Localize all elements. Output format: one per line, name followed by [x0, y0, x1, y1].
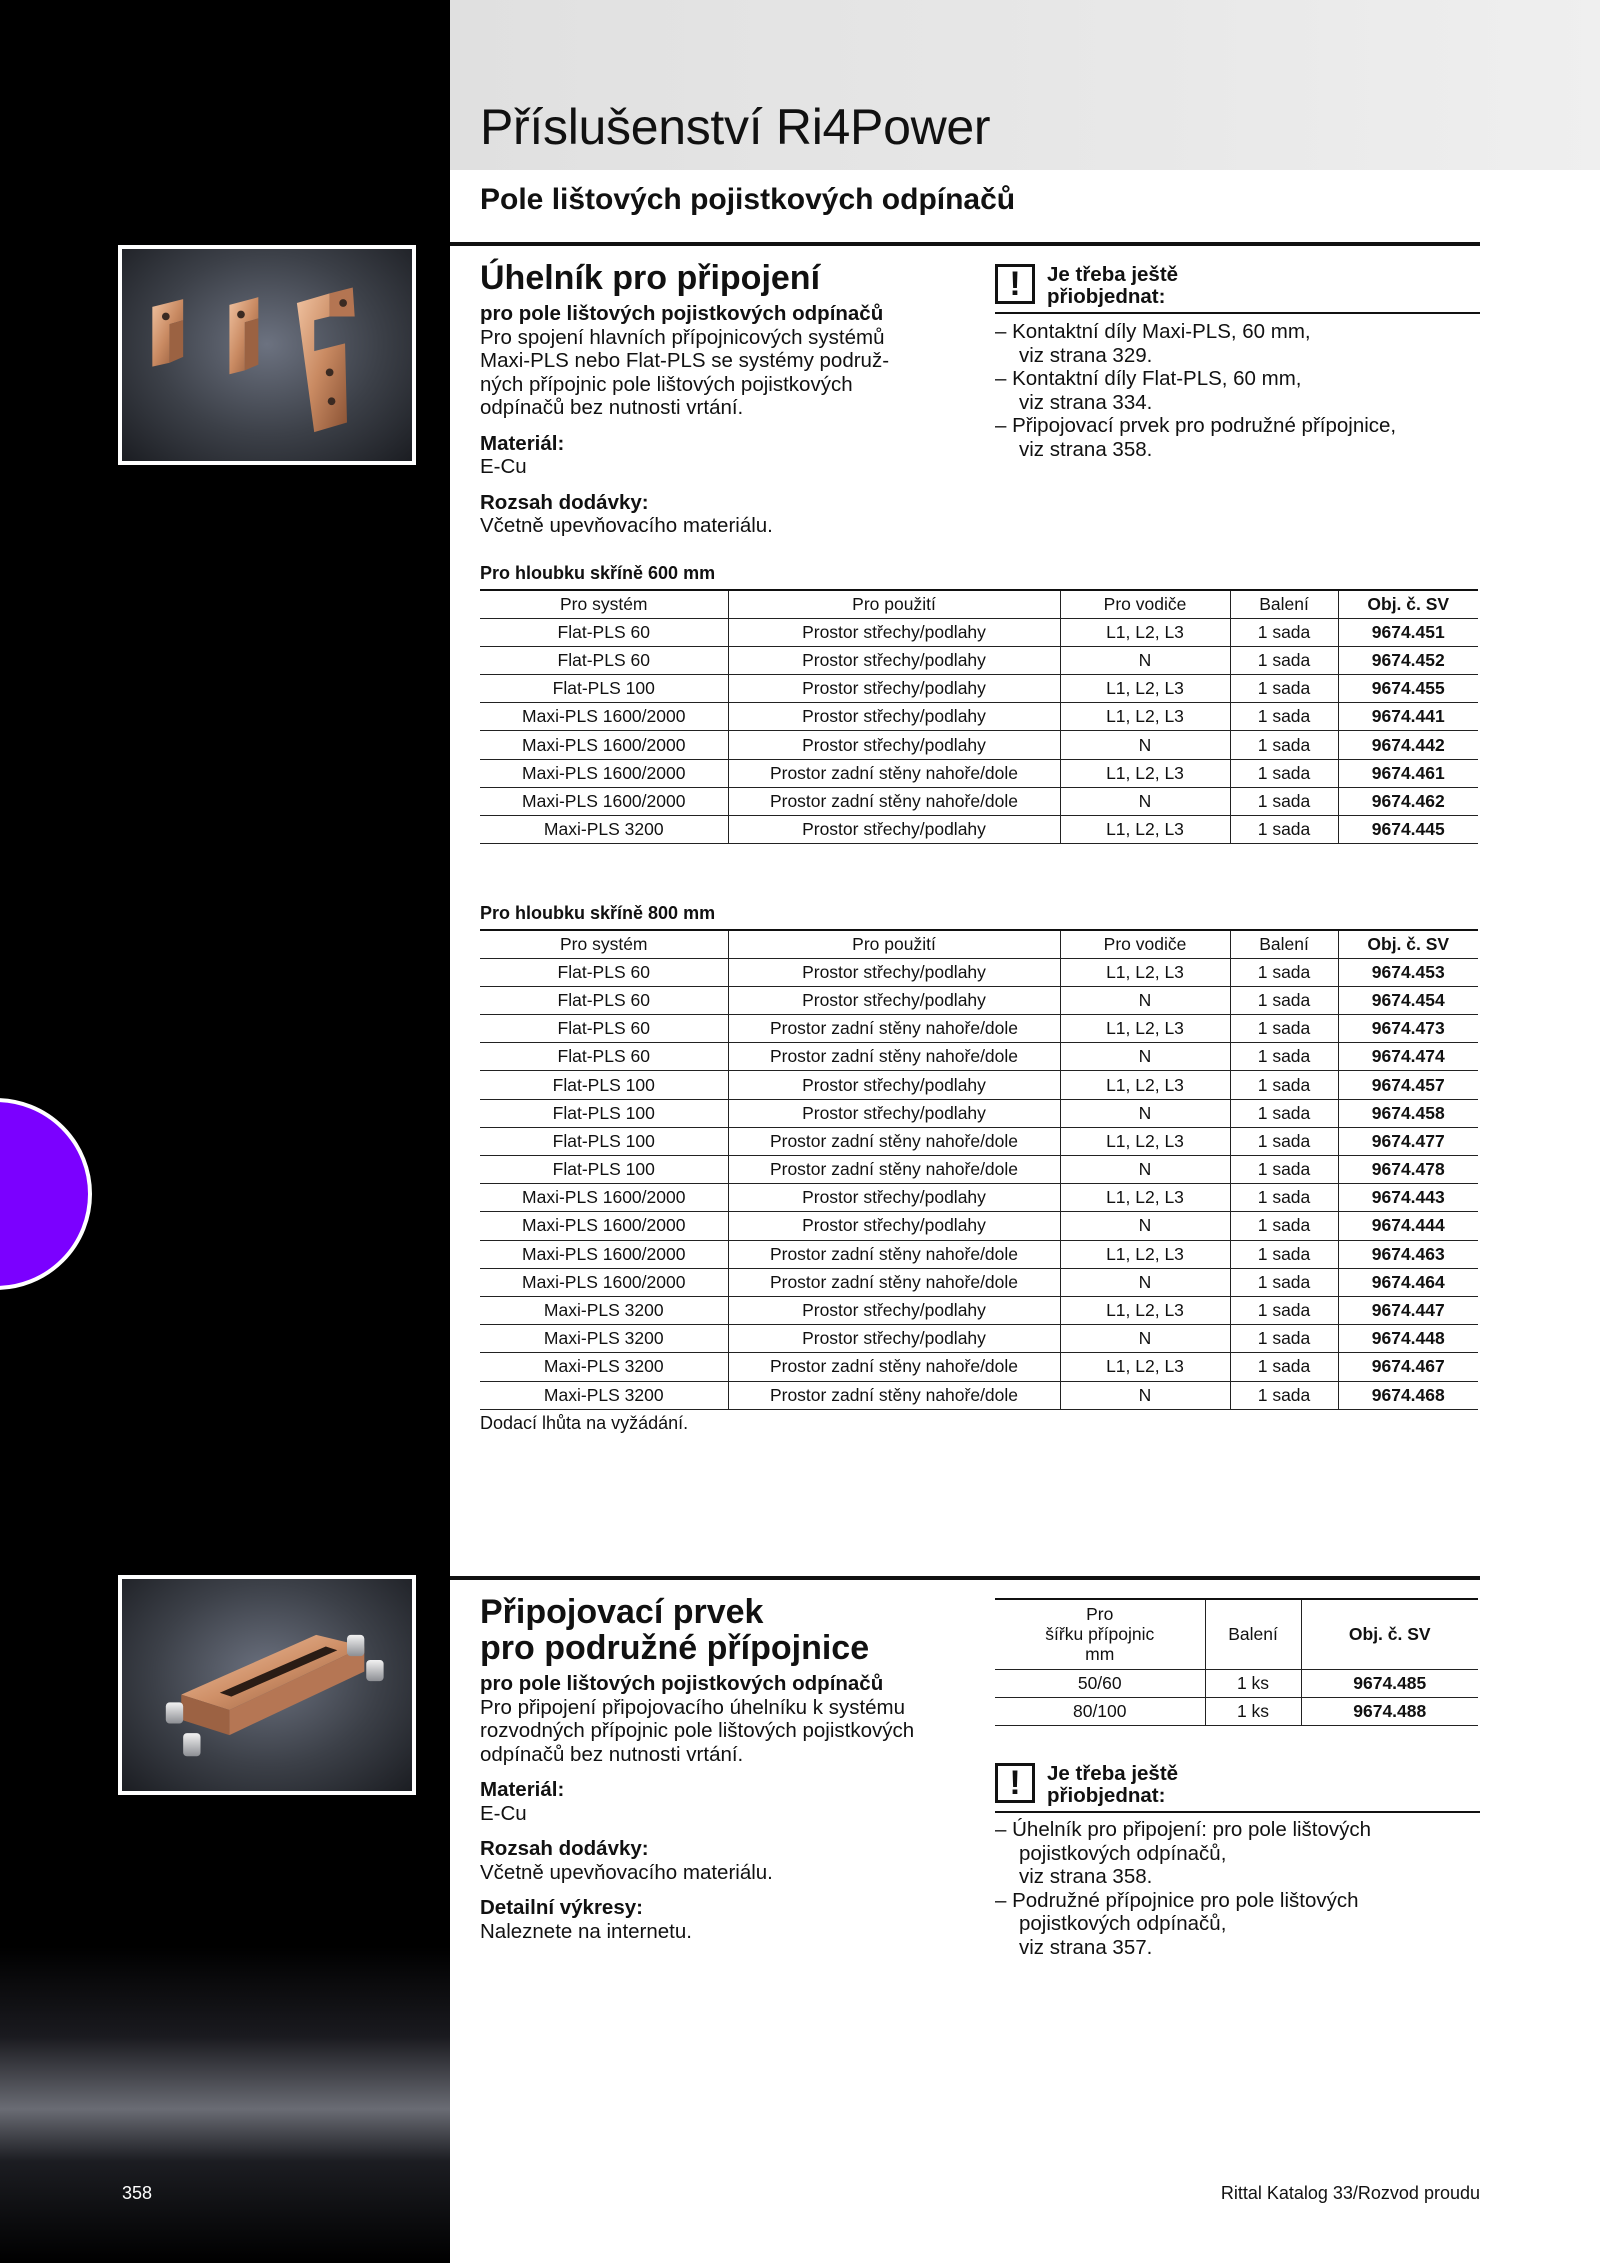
- table-cell: Flat-PLS 60: [480, 618, 728, 646]
- section2-intro-line: odpínačů bez nutnosti vrtání.: [480, 1742, 744, 1766]
- table-row: [480, 1240, 1478, 1268]
- table-cell: Prostor střechy/podlahy: [728, 816, 1060, 844]
- page-number: 358: [122, 2183, 153, 2203]
- section2-order-note-header: [995, 1763, 1178, 1807]
- table-cell: 9674.458: [1338, 1099, 1478, 1127]
- table-cell: L1, L2, L3: [1060, 703, 1230, 731]
- table-row: [480, 1325, 1478, 1353]
- table-cell: N: [1060, 731, 1230, 759]
- column-header-packaging: Balení: [1205, 1599, 1301, 1669]
- delivery-label: Rozsah dodávky:: [480, 490, 649, 514]
- table-header-row: [480, 930, 1478, 958]
- table-cell: Prostor zadní stěny nahoře/dole: [728, 759, 1060, 787]
- table-cell: Maxi-PLS 1600/2000: [480, 1240, 728, 1268]
- table-row: [995, 1669, 1478, 1697]
- table-row: [480, 787, 1478, 815]
- table-cell: 9674.467: [1338, 1353, 1478, 1381]
- table-cell: Flat-PLS 60: [480, 1043, 728, 1071]
- note-item: – Podružné přípojnice pro pole lištových pojistkových odpínačů, viz strana 357.: [995, 1888, 1359, 1959]
- table600-caption: Pro hloubku skříně 600 mm: [480, 563, 716, 583]
- table-cell: L1, L2, L3: [1060, 1015, 1230, 1043]
- section2-heading-line1: Připojovací prvek: [480, 1593, 764, 1631]
- section2-intro-bold: pro pole lištových pojistkových odpínačů: [480, 1672, 884, 1695]
- material-label: Materiál:: [480, 431, 565, 455]
- table-cell: 9674.461: [1338, 759, 1478, 787]
- table-cell: 1 sada: [1230, 646, 1338, 674]
- table-cell: 1 sada: [1230, 1099, 1338, 1127]
- table-row: [480, 1156, 1478, 1184]
- table-row: [480, 618, 1478, 646]
- column-header-order-number: Obj. č. SV: [1301, 1599, 1478, 1669]
- table800-caption: Pro hloubku skříně 800 mm: [480, 903, 716, 923]
- table-cell: Prostor střechy/podlahy: [728, 1296, 1060, 1324]
- section2-order-note-list: [995, 1818, 1480, 1959]
- copper-bracket-image: [122, 249, 412, 461]
- column-header: Pro systém: [480, 590, 728, 618]
- column-header: Balení: [1230, 930, 1338, 958]
- table-cell: 1 ks: [1205, 1669, 1301, 1697]
- table-row: [480, 1043, 1478, 1071]
- table-cell: Prostor střechy/podlahy: [728, 1071, 1060, 1099]
- table-cell: L1, L2, L3: [1060, 675, 1230, 703]
- exclamation-icon: !: [995, 1763, 1035, 1803]
- column-header: Pro vodiče: [1060, 930, 1230, 958]
- table-cell: 1 sada: [1230, 958, 1338, 986]
- table-cell: 1 sada: [1230, 1043, 1338, 1071]
- table-cell: 9674.485: [1301, 1669, 1478, 1697]
- note-rule: [995, 1811, 1480, 1813]
- table-cell: 50/60: [995, 1669, 1205, 1697]
- table-cell: N: [1060, 1325, 1230, 1353]
- table-cell: 1 sada: [1230, 986, 1338, 1014]
- table-cell: Maxi-PLS 1600/2000: [480, 1268, 728, 1296]
- table-cell: 9674.443: [1338, 1184, 1478, 1212]
- table-cell: 1 sada: [1230, 787, 1338, 815]
- table-cell: 9674.451: [1338, 618, 1478, 646]
- column-header: Pro systém: [480, 930, 728, 958]
- table-row: [480, 1296, 1478, 1324]
- table-depth-600: [480, 589, 1478, 844]
- table-row: [480, 675, 1478, 703]
- table-row: [480, 1099, 1478, 1127]
- table-row: [480, 1212, 1478, 1240]
- table-cell: 1 sada: [1230, 1296, 1338, 1324]
- table-cell: Prostor zadní stěny nahoře/dole: [728, 1240, 1060, 1268]
- table-cell: N: [1060, 1043, 1230, 1071]
- column-header: Pro vodiče: [1060, 590, 1230, 618]
- table-cell: 9674.462: [1338, 787, 1478, 815]
- table-cell: 9674.477: [1338, 1127, 1478, 1155]
- table-cell: Flat-PLS 100: [480, 1099, 728, 1127]
- section1-top-rule: [450, 242, 1480, 246]
- delivery-value: Včetně upevňovacího materiálu.: [480, 1860, 773, 1884]
- table-cell: Maxi-PLS 1600/2000: [480, 731, 728, 759]
- table-row: [480, 1127, 1478, 1155]
- section1-order-note-header: [995, 264, 1178, 308]
- table-depth-800: [480, 929, 1478, 1410]
- delivery-value: Včetně upevňovacího materiálu.: [480, 514, 773, 537]
- table-cell: 9674.455: [1338, 675, 1478, 703]
- table-cell: L1, L2, L3: [1060, 1296, 1230, 1324]
- table-cell: 9674.444: [1338, 1212, 1478, 1240]
- table-cell: Prostor střechy/podlahy: [728, 703, 1060, 731]
- column-header: Balení: [1230, 590, 1338, 618]
- product-photo-connection-bracket: [118, 245, 416, 465]
- table-cell: Maxi-PLS 3200: [480, 816, 728, 844]
- table-cell: 9674.454: [1338, 986, 1478, 1014]
- table-row: [480, 1381, 1478, 1409]
- table-cell: Prostor zadní stěny nahoře/dole: [728, 1043, 1060, 1071]
- table-cell: L1, L2, L3: [1060, 1184, 1230, 1212]
- table-cell: Maxi-PLS 3200: [480, 1325, 728, 1353]
- table-row: [480, 1015, 1478, 1043]
- section2-intro-line: Pro připojení připojovacího úhelníku k systému: [480, 1695, 906, 1719]
- table-cell: Flat-PLS 60: [480, 1015, 728, 1043]
- table-cell: Prostor zadní stěny nahoře/dole: [728, 1127, 1060, 1155]
- table-row: [480, 958, 1478, 986]
- note-title: Je třeba ještě: [1047, 1762, 1179, 1785]
- table-cell: N: [1060, 1268, 1230, 1296]
- section1-intro-line: Pro spojení hlavních přípojnicových systémů: [480, 325, 885, 349]
- table-cell: Flat-PLS 100: [480, 675, 728, 703]
- table-cell: L1, L2, L3: [1060, 1240, 1230, 1268]
- table-row: [480, 1071, 1478, 1099]
- table-row: [480, 816, 1478, 844]
- table-cell: N: [1060, 1099, 1230, 1127]
- table-cell: 9674.478: [1338, 1156, 1478, 1184]
- section2-heading-line2: pro podružné přípojnice: [480, 1629, 870, 1667]
- note-rule: [995, 312, 1480, 314]
- table-cell: L1, L2, L3: [1060, 816, 1230, 844]
- section1-intro-bold: pro pole lištových pojistkových odpínačů: [480, 302, 884, 325]
- section1-description: [480, 260, 950, 538]
- table-cell: 80/100: [995, 1697, 1205, 1725]
- section2-top-rule: [450, 1576, 1480, 1580]
- table-cell: Prostor zadní stěny nahoře/dole: [728, 1268, 1060, 1296]
- drawings-value: Naleznete na internetu.: [480, 1919, 692, 1943]
- section1-intro-line: odpínačů bez nutnosti vrtání.: [480, 396, 744, 419]
- table-cell: Prostor střechy/podlahy: [728, 646, 1060, 674]
- table-row: [480, 731, 1478, 759]
- table-cell: 1 sada: [1230, 618, 1338, 646]
- table-cell: L1, L2, L3: [1060, 1071, 1230, 1099]
- table-header-row: [995, 1599, 1478, 1669]
- table-cell: Maxi-PLS 3200: [480, 1381, 728, 1409]
- note-title: Je třeba ještě: [1047, 263, 1179, 286]
- table-cell: Flat-PLS 100: [480, 1071, 728, 1099]
- table-cell: 1 sada: [1230, 1127, 1338, 1155]
- table-cell: 9674.441: [1338, 703, 1478, 731]
- table-cell: Flat-PLS 100: [480, 1156, 728, 1184]
- table-cell: 9674.468: [1338, 1381, 1478, 1409]
- section1-intro-line: ných přípojnic pole lištových pojistkových: [480, 372, 853, 396]
- table-cell: 1 sada: [1230, 1381, 1338, 1409]
- section1-heading: Úhelník pro připojení: [480, 259, 821, 297]
- table-cell: Prostor zadní stěny nahoře/dole: [728, 1353, 1060, 1381]
- table-cell: N: [1060, 1212, 1230, 1240]
- column-header: Obj. č. SV: [1338, 590, 1478, 618]
- table-cell: Prostor zadní stěny nahoře/dole: [728, 787, 1060, 815]
- table-cell: 9674.488: [1301, 1697, 1478, 1725]
- delivery-label: Rozsah dodávky:: [480, 1837, 649, 1860]
- table-cell: Maxi-PLS 1600/2000: [480, 759, 728, 787]
- table-cell: 9674.464: [1338, 1268, 1478, 1296]
- section1-order-note-list: [995, 320, 1480, 461]
- section1-intro-line: Maxi-PLS nebo Flat-PLS se systémy podruž-: [480, 349, 890, 372]
- material-value: E-Cu: [480, 455, 527, 478]
- table-cell: Prostor zadní stěny nahoře/dole: [728, 1015, 1060, 1043]
- table-cell: 9674.457: [1338, 1071, 1478, 1099]
- copper-connector-image: [122, 1579, 412, 1791]
- table-cell: 1 sada: [1230, 1184, 1338, 1212]
- table-cell: L1, L2, L3: [1060, 1127, 1230, 1155]
- table-cell: 1 ks: [1205, 1697, 1301, 1725]
- table-cell: 1 sada: [1230, 816, 1338, 844]
- table-cell: Maxi-PLS 1600/2000: [480, 787, 728, 815]
- table-cell: 1 sada: [1230, 1156, 1338, 1184]
- table-cell: Maxi-PLS 1600/2000: [480, 1184, 728, 1212]
- page-title: Příslušenství Ri4Power: [480, 99, 991, 155]
- table-cell: Prostor střechy/podlahy: [728, 731, 1060, 759]
- table-cell: Prostor střechy/podlahy: [728, 1099, 1060, 1127]
- column-header-width: Pro šířku přípojnic mm: [995, 1599, 1205, 1669]
- table-row: [480, 1353, 1478, 1381]
- table-cell: 1 sada: [1230, 1240, 1338, 1268]
- table-cell: Prostor střechy/podlahy: [728, 1325, 1060, 1353]
- table-cell: L1, L2, L3: [1060, 958, 1230, 986]
- material-label: Materiál:: [480, 1778, 565, 1801]
- table-cell: Maxi-PLS 3200: [480, 1353, 728, 1381]
- table-cell: Flat-PLS 60: [480, 646, 728, 674]
- table-row: [480, 646, 1478, 674]
- table-cell: 1 sada: [1230, 1268, 1338, 1296]
- table-cell: N: [1060, 1381, 1230, 1409]
- table-cell: Prostor střechy/podlahy: [728, 618, 1060, 646]
- section2-description: [480, 1594, 960, 1943]
- column-header: Pro použití: [728, 590, 1060, 618]
- column-header: Obj. č. SV: [1338, 930, 1478, 958]
- table-cell: Flat-PLS 60: [480, 986, 728, 1014]
- table-cell: 9674.448: [1338, 1325, 1478, 1353]
- table-cell: 9674.473: [1338, 1015, 1478, 1043]
- material-value: E-Cu: [480, 1801, 527, 1825]
- table-cell: Prostor střechy/podlahy: [728, 1212, 1060, 1240]
- note-title: přiobjednat:: [1047, 1784, 1166, 1807]
- table-row: [995, 1697, 1478, 1725]
- table-cell: Flat-PLS 60: [480, 958, 728, 986]
- delivery-time-note: Dodací lhůta na vyžádání.: [480, 1413, 689, 1433]
- exclamation-icon: !: [995, 264, 1035, 304]
- table-row: [480, 703, 1478, 731]
- column-header: Pro použití: [728, 930, 1060, 958]
- table-cell: N: [1060, 1156, 1230, 1184]
- table-cell: 9674.453: [1338, 958, 1478, 986]
- table-cell: Maxi-PLS 1600/2000: [480, 1212, 728, 1240]
- table-cell: Prostor střechy/podlahy: [728, 1184, 1060, 1212]
- table-row: [480, 986, 1478, 1014]
- note-item: – Úhelník pro připojení: pro pole lištových pojistkových odpínačů, viz strana 358.: [995, 1818, 1372, 1888]
- table-cell: Prostor zadní stěny nahoře/dole: [728, 1381, 1060, 1409]
- note-item: – Kontaktní díly Flat-PLS, 60 mm, viz strana 334.: [995, 367, 1302, 414]
- table-cell: L1, L2, L3: [1060, 618, 1230, 646]
- table-cell: 1 sada: [1230, 1353, 1338, 1381]
- page-subtitle: Pole lištových pojistkových odpínačů: [480, 183, 1016, 216]
- table-connection-element: [995, 1598, 1478, 1726]
- table-cell: 9674.442: [1338, 731, 1478, 759]
- table-cell: L1, L2, L3: [1060, 759, 1230, 787]
- table-row: [480, 1184, 1478, 1212]
- table-cell: 9674.463: [1338, 1240, 1478, 1268]
- table-cell: N: [1060, 986, 1230, 1014]
- table-cell: 9674.474: [1338, 1043, 1478, 1071]
- table-header-row: [480, 590, 1478, 618]
- table-cell: 1 sada: [1230, 1015, 1338, 1043]
- table-cell: 1 sada: [1230, 1212, 1338, 1240]
- table-cell: N: [1060, 787, 1230, 815]
- note-item: – Připojovací prvek pro podružné přípojnice, viz strana 358.: [995, 414, 1397, 461]
- table-cell: Prostor střechy/podlahy: [728, 675, 1060, 703]
- table-cell: 1 sada: [1230, 731, 1338, 759]
- table-cell: 1 sada: [1230, 703, 1338, 731]
- table-cell: N: [1060, 646, 1230, 674]
- table-cell: 1 sada: [1230, 1071, 1338, 1099]
- drawings-label: Detailní výkresy:: [480, 1896, 643, 1919]
- table-cell: 9674.447: [1338, 1296, 1478, 1324]
- table-cell: Flat-PLS 100: [480, 1127, 728, 1155]
- table-cell: Maxi-PLS 1600/2000: [480, 703, 728, 731]
- table-cell: 1 sada: [1230, 1325, 1338, 1353]
- note-title: přiobjednat:: [1047, 285, 1166, 308]
- table-cell: 9674.445: [1338, 816, 1478, 844]
- table-cell: L1, L2, L3: [1060, 1353, 1230, 1381]
- table-row: [480, 759, 1478, 787]
- section2-intro-line: rozvodných přípojnic pole lištových pojistkových: [480, 1719, 915, 1742]
- table-cell: Prostor zadní stěny nahoře/dole: [728, 1156, 1060, 1184]
- table-cell: 1 sada: [1230, 675, 1338, 703]
- product-photo-connection-element: [118, 1575, 416, 1795]
- catalog-footer: Rittal Katalog 33/Rozvod proudu: [1220, 2183, 1480, 2203]
- table-cell: Maxi-PLS 3200: [480, 1296, 728, 1324]
- table-cell: 1 sada: [1230, 759, 1338, 787]
- table-cell: 9674.452: [1338, 646, 1478, 674]
- table-row: [480, 1268, 1478, 1296]
- note-item: – Kontaktní díly Maxi-PLS, 60 mm, viz strana 329.: [995, 320, 1311, 367]
- table-cell: Prostor střechy/podlahy: [728, 958, 1060, 986]
- table-cell: Prostor střechy/podlahy: [728, 986, 1060, 1014]
